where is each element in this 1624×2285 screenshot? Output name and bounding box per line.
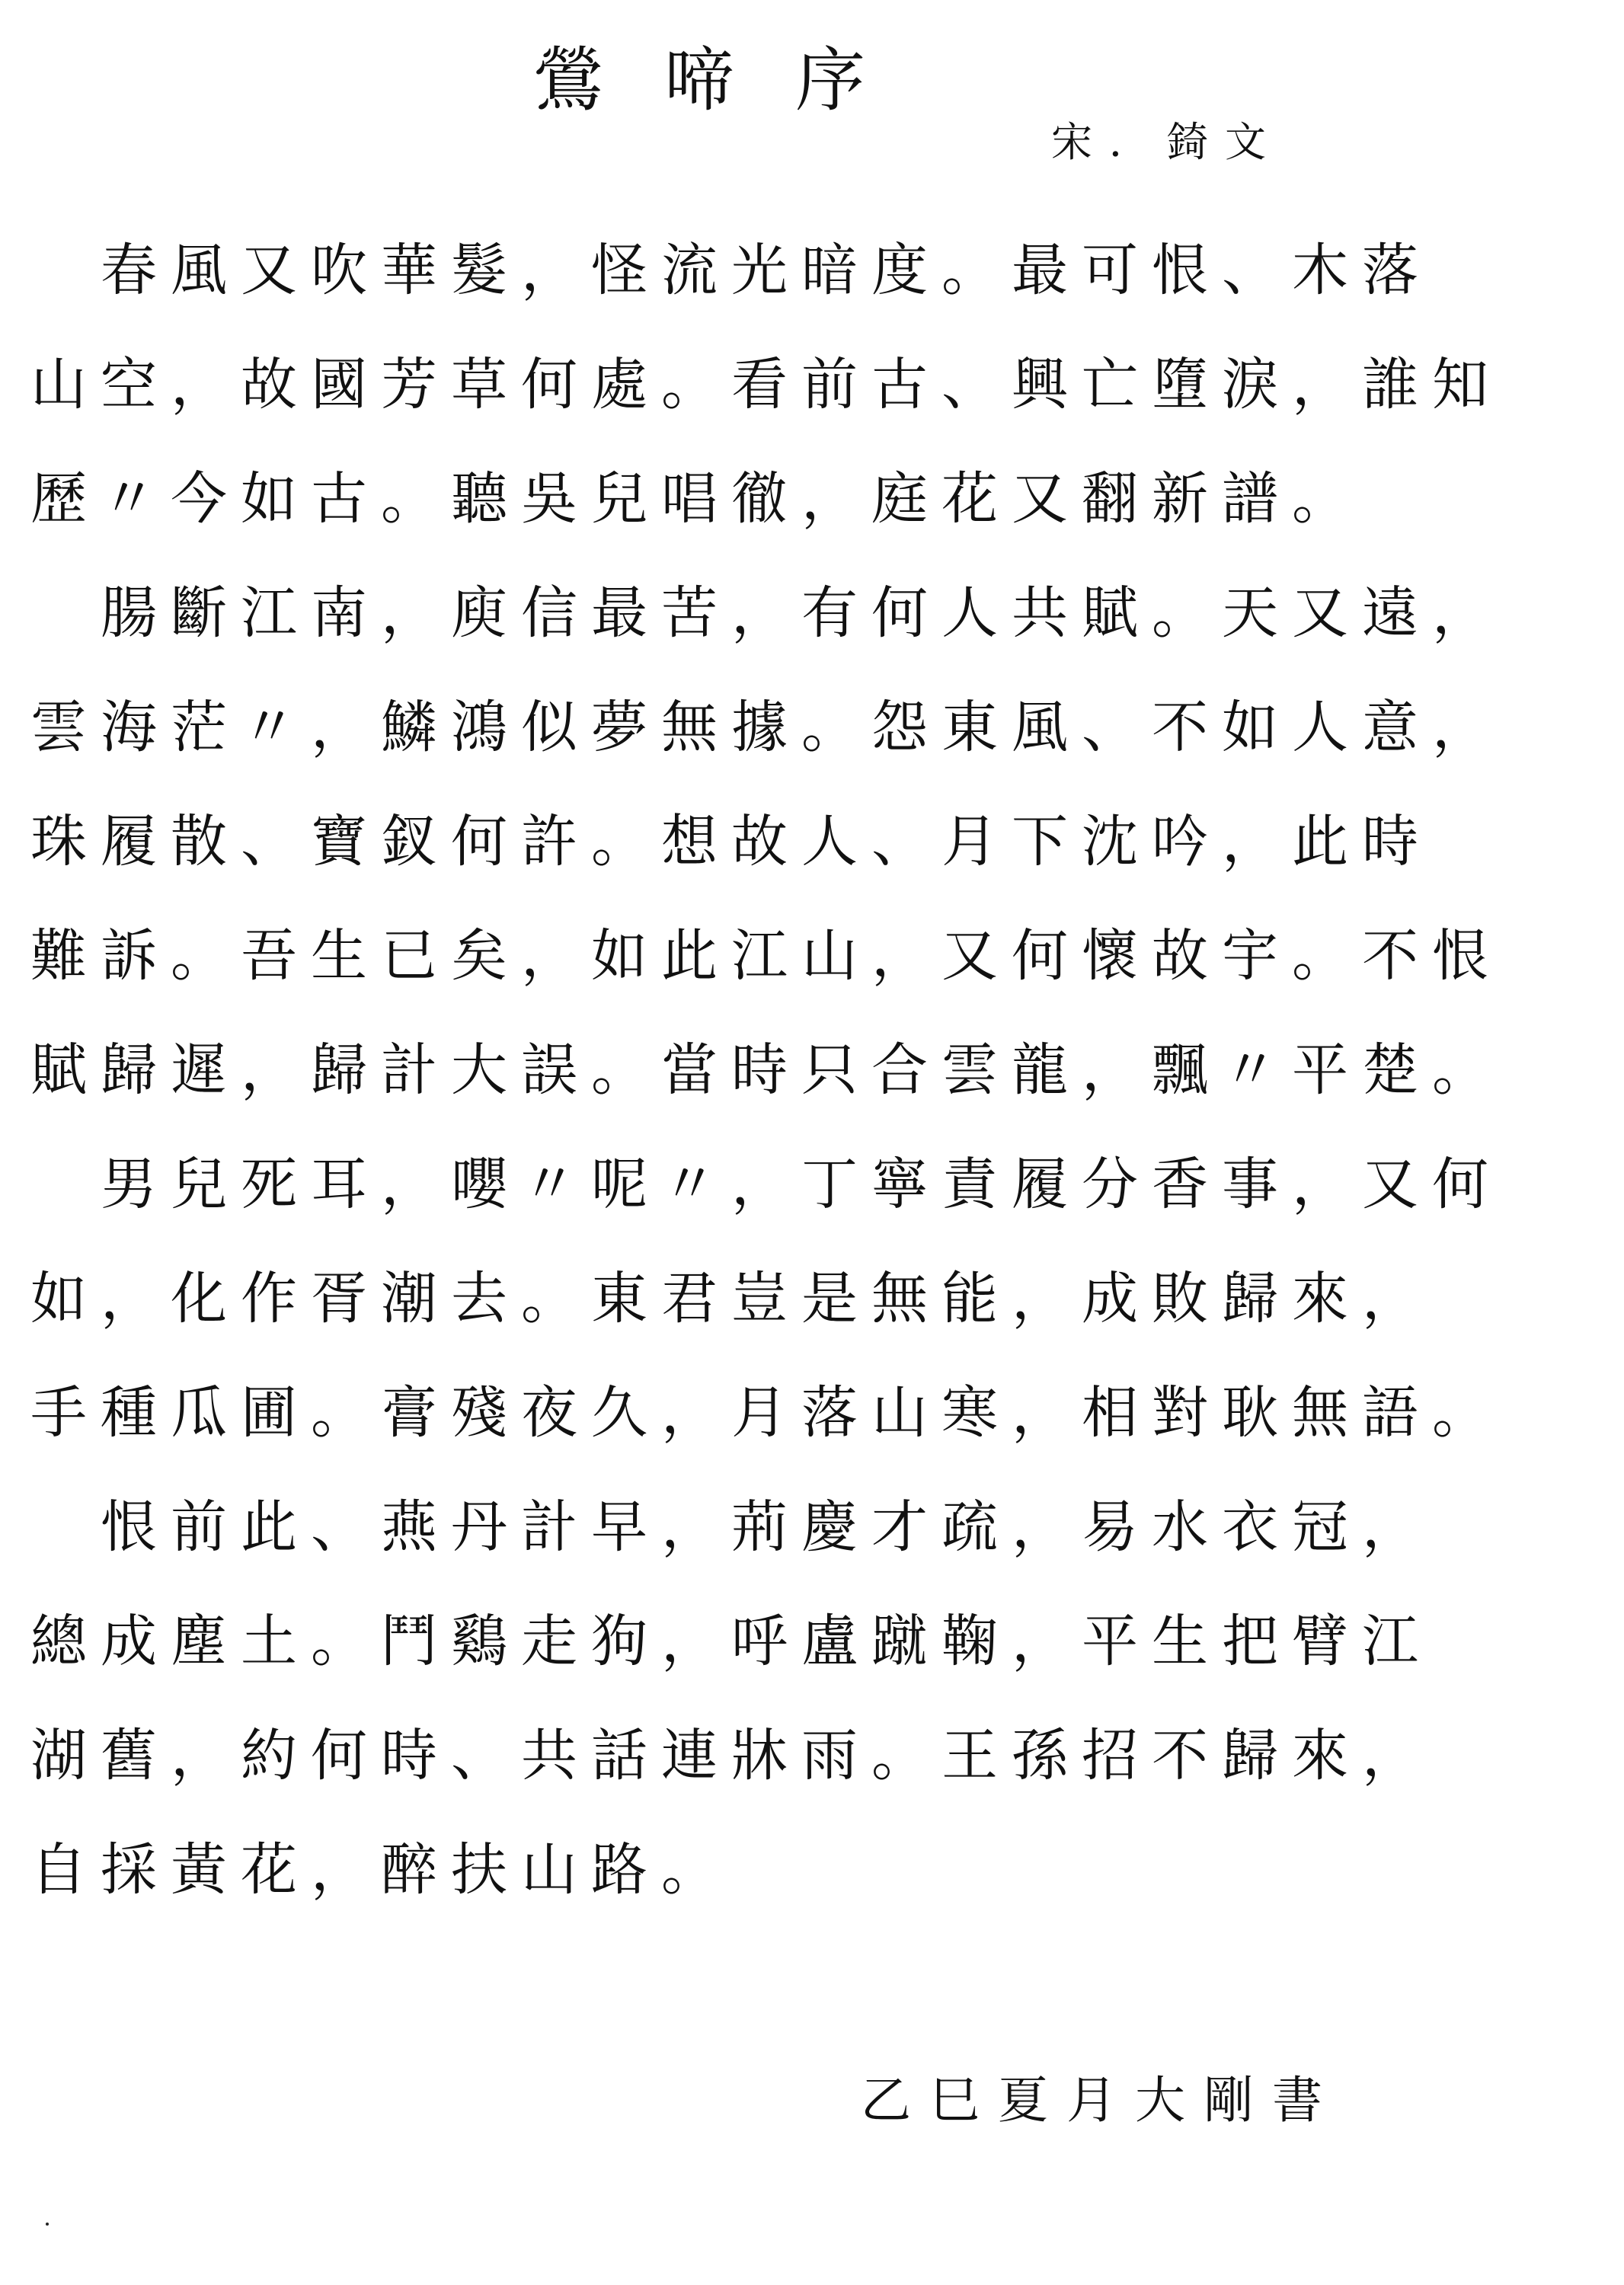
poem-line: 如，化作胥潮去。東君豈是無能，成敗歸來， [30,1266,1432,1331]
poem-line: 男兒死耳，嚶〃呢〃，丁寧責履分香事，又何 [30,1152,1502,1217]
poem-author: 宋．錡文 [1051,118,1283,166]
poem-line: 湖舊，約何時、共話連牀雨。王孫招不歸來， [30,1723,1432,1788]
poem-line: 珠履散、寶釵何許。想故人、月下沈吟，此時 [30,809,1432,874]
poem-line: 總成塵土。鬥鷄走狗，呼盧蹴鞠，平生把臂江 [30,1609,1432,1674]
poem-line: 自採黃花，醉扶山路。 [30,1837,731,1903]
poem-line: 難訴。吾生已矣，如此江山，又何懷故宇。不恨 [30,923,1502,989]
poem-line: 手種瓜圃。膏殘夜久，月落山寒，相對耿無語。 [30,1380,1502,1446]
poem-line: 山空，故國芳草何處。看前古、興亡墮淚，誰知 [30,352,1502,417]
poem-line: 歷〃今如古。聽吳兒唱徹，庭花又翻新譜。 [30,466,1362,532]
poem-title: 鶯啼序 [533,40,927,121]
poem-line: 腸斷江南，庾信最苦，有何人共賦。天又遠， [30,580,1502,646]
signature: 乙巳夏月大剛書 [861,2071,1341,2130]
poem-line: 春風又吹華髮，怪流光暗度。最可恨、木落 [30,238,1432,303]
poem-line: 雲海茫〃，鱗鴻似夢無據。怨東風、不如人意， [30,695,1502,760]
stray-mark [46,2223,49,2226]
poem-line: 恨前此、燕丹計早，荊慶才疏，易水衣冠， [30,1494,1432,1560]
poem-line: 賦歸遲，歸計大誤。當時只合雲龍，飄〃平楚。 [30,1037,1502,1103]
